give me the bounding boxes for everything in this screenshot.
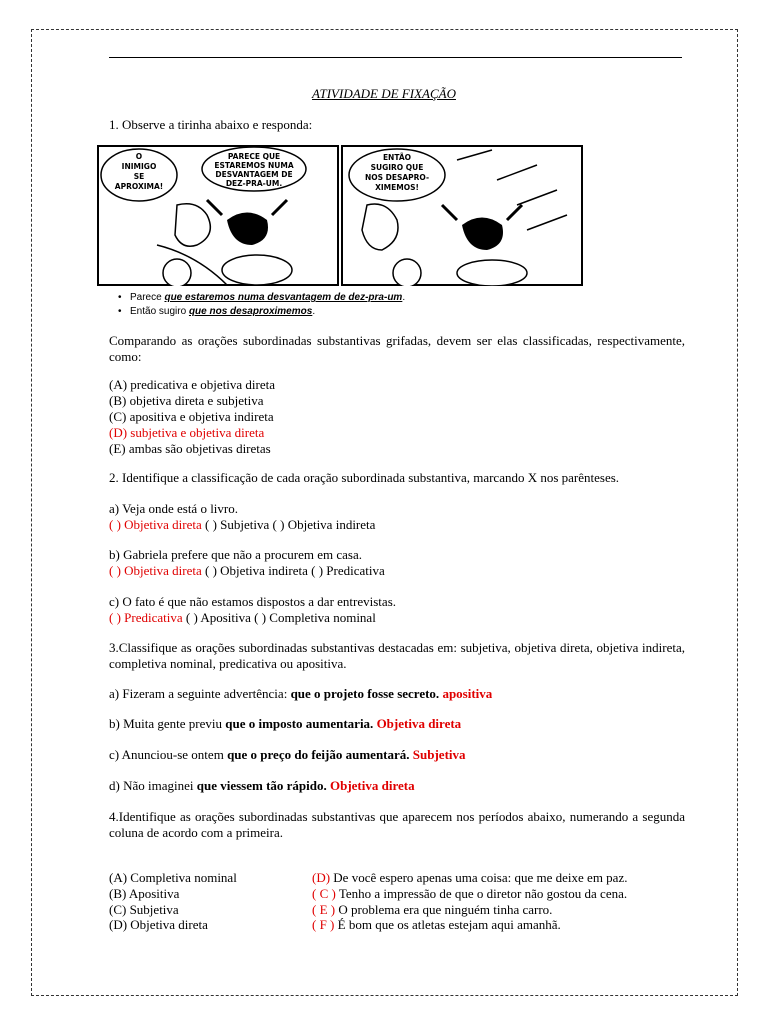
q1-option-a: (A) predicativa e objetiva direta	[109, 377, 276, 392]
q4-right-1-mark: (D)	[312, 870, 331, 885]
q3-a-answer: apositiva	[442, 686, 493, 701]
q4-right-4-mark: ( F )	[312, 917, 335, 932]
q3-b-clause: que o imposto aumentaria.	[225, 716, 374, 731]
q3-a-text: a) Fizeram a seguinte advertência:	[109, 686, 291, 701]
q4-left-c: (C) Subjetiva	[109, 902, 179, 917]
bullet-1-prefix: Parece	[130, 292, 165, 303]
q4-right-1-text: De você espero apenas uma coisa: que me deixe em paz.	[330, 870, 628, 885]
header-line	[109, 57, 682, 58]
svg-text:APROXIMA!: APROXIMA!	[114, 182, 164, 191]
q3-prompt: 3.Classifique as orações subordinadas substantivas destacadas em: subjetiva, objetiva direta, objetiva indireta, completiva nominal, predicativa ou apositiva.	[109, 640, 685, 671]
comic-bullet-2	[130, 305, 315, 318]
q1-option-e: (E) ambas são objetivas diretas	[109, 441, 271, 456]
q4-left-a: (A) Completiva nominal	[109, 870, 237, 885]
svg-text:ESTAREMOS NUMA: ESTAREMOS NUMA	[214, 161, 294, 170]
svg-text:O: O	[135, 152, 143, 161]
q4-right-4	[312, 917, 561, 933]
q2-a-answer: ( ) Objetiva direta	[109, 517, 202, 532]
bullet-1-underlined: que estaremos numa desvantagem de dez-pra-um	[164, 292, 403, 303]
q4-right-4-text: É bom que os atletas estejam aqui amanhã.	[334, 917, 561, 932]
q3-d-text: d) Não imaginei	[109, 778, 197, 793]
q3-c-text: c) Anunciou-se ontem	[109, 747, 228, 762]
bullet-1-suffix: .	[402, 292, 406, 303]
q2-c-answer: ( ) Predicativa	[109, 610, 183, 625]
q2-b-options	[109, 563, 385, 579]
q4-right-2	[312, 886, 627, 902]
q1-option-d-answer: (D) subjetiva e objetiva direta	[109, 425, 265, 440]
q1-prompt: 1. Observe a tirinha abaixo e responda:	[109, 117, 313, 132]
bullet-2-underlined: que nos desaproximemos	[188, 306, 313, 317]
q3-d-answer: Objetiva direta	[329, 778, 415, 793]
q2-a-sentence: a) Veja onde está o livro.	[109, 501, 238, 516]
q4-right-3-mark: ( E )	[312, 902, 336, 917]
q4-left-d: (D) Objetiva direta	[109, 917, 208, 932]
q3-item-b	[109, 716, 461, 732]
svg-text:DEZ-PRA-UM.: DEZ-PRA-UM.	[225, 179, 283, 188]
q3-b-text: b) Muita gente previu	[109, 716, 226, 731]
q4-right-2-text: Tenho a impressão de que o diretor não gostou da cena.	[335, 886, 628, 901]
comic-strip	[97, 145, 583, 286]
svg-text:INIMIGO: INIMIGO	[121, 162, 157, 171]
svg-text:NOS DESAPRO-: NOS DESAPRO-	[364, 173, 430, 182]
q2-b-answer: ( ) Objetiva direta	[109, 563, 202, 578]
svg-text:SE: SE	[133, 172, 145, 181]
q3-item-d	[109, 778, 415, 794]
q4-right-3-text: O problema era que ninguém tinha carro.	[335, 902, 553, 917]
q2-c-sentence: c) O fato é que não estamos dispostos a dar entrevistas.	[109, 594, 397, 609]
q3-d-clause: que viessem tão rápido.	[196, 778, 327, 793]
svg-text:SUGIRO QUE: SUGIRO QUE	[370, 163, 424, 172]
page-title: ATIVIDADE DE FIXAÇÃO	[312, 86, 456, 101]
q2-prompt: 2. Identifique a classificação de cada oração subordinada substantiva, marcando X nos parênteses.	[109, 470, 620, 485]
q4-left-b: (B) Apositiva	[109, 886, 180, 901]
q2-b-rest: ( ) Objetiva indireta ( ) Predicativa	[201, 563, 385, 578]
q4-right-1	[312, 870, 627, 886]
svg-text:ENTÃO: ENTÃO	[382, 153, 412, 162]
q3-a-clause: que o projeto fosse secreto.	[290, 686, 440, 701]
q4-right-3	[312, 902, 552, 918]
q2-b-sentence: b) Gabriela prefere que não a procurem em casa.	[109, 547, 362, 562]
q1-option-b: (B) objetiva direta e subjetiva	[109, 393, 264, 408]
q2-c-rest: ( ) Apositiva ( ) Completiva nominal	[182, 610, 376, 625]
svg-text:DESVANTAGEM DE: DESVANTAGEM DE	[215, 170, 293, 179]
q2-c-options	[109, 610, 376, 626]
q3-c-clause: que o preço do feijão aumentará.	[227, 747, 410, 762]
bullet-2-prefix: Então sugiro	[130, 306, 189, 317]
q2-a-rest: ( ) Subjetiva ( ) Objetiva indireta	[201, 517, 376, 532]
q4-prompt: 4.Identifique as orações subordinadas substantivas que aparecem nos períodos abaixo, numerando a segunda coluna de acordo com a primeira.	[109, 809, 685, 840]
comic-bullet-1	[130, 291, 405, 304]
bullet-2-suffix: .	[312, 306, 316, 317]
q3-item-a	[109, 686, 492, 702]
q3-item-c	[109, 747, 466, 763]
q1-option-c: (C) apositiva e objetiva indireta	[109, 409, 274, 424]
svg-text:PARECE QUE: PARECE QUE	[227, 152, 281, 161]
q2-a-options	[109, 517, 375, 533]
q4-right-2-mark: ( C )	[312, 886, 336, 901]
q3-c-answer: Subjetiva	[412, 747, 466, 762]
q1-statement: Comparando as orações subordinadas substantivas grifadas, devem ser elas classificadas, respectivamente, como:	[109, 333, 685, 364]
svg-text:XIMEMOS!: XIMEMOS!	[375, 183, 419, 192]
q3-b-answer: Objetiva direta	[376, 716, 462, 731]
